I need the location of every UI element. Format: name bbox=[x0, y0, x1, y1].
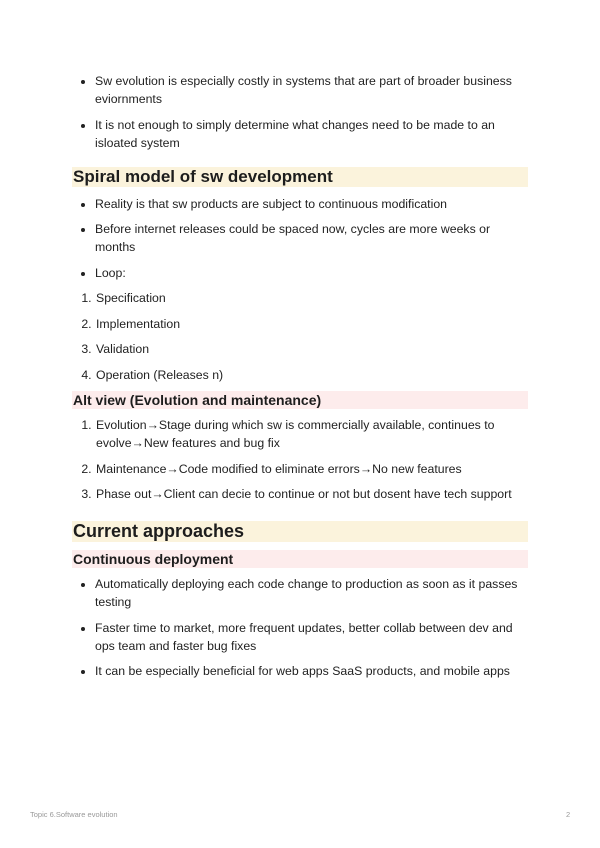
list-item: • Sw evolution is especially costly in systems that are part of broader business eviornments bbox=[95, 72, 528, 108]
list-item: • It is not enough to simply determine what changes need to be made to an isloated system bbox=[95, 116, 528, 152]
section-heading-spiral-model: Spiral model of sw development bbox=[72, 167, 528, 187]
spiral-loop-steps bbox=[72, 289, 528, 384]
continuous-deployment-bullets bbox=[72, 575, 528, 680]
spiral-bullet-list bbox=[72, 195, 528, 282]
list-item: • Automatically deploying each code change to production as soon as it passes testing bbox=[95, 575, 528, 611]
list-item: • Faster time to market, more frequent updates, better collab between dev and ops team and faster bug fixes bbox=[95, 619, 528, 655]
list-item: • Reality is that sw products are subject to continuous modification bbox=[95, 195, 528, 213]
numbered-item: 1. Specification bbox=[95, 289, 528, 307]
list-item: • It can be especially beneficial for web apps SaaS products, and mobile apps bbox=[95, 662, 528, 680]
document-page bbox=[72, 72, 528, 688]
numbered-item: 4. Operation (Releases n) bbox=[95, 366, 528, 384]
section-heading-current-approaches: Current approaches bbox=[72, 521, 528, 542]
alt-view-steps bbox=[72, 416, 528, 503]
numbered-item: 3. Phase out→Client can decie to continue or not but dosent have tech support bbox=[95, 485, 528, 503]
intro-bullet-list bbox=[72, 72, 528, 152]
numbered-item: 3. Validation bbox=[95, 340, 528, 358]
footer-title: Topic 6.Software evolution bbox=[30, 810, 118, 819]
numbered-item: 1. Evolution→Stage during which sw is commercially available, continues to evolve→New features and bug fix bbox=[95, 416, 528, 452]
page-number: 2 bbox=[566, 810, 571, 819]
list-item: • Before internet releases could be spaced now, cycles are more weeks or months bbox=[95, 220, 528, 256]
subheading-alt-view: Alt view (Evolution and maintenance) bbox=[72, 391, 528, 409]
subheading-continuous-deployment: Continuous deployment bbox=[72, 550, 528, 568]
list-item: • Loop: bbox=[95, 264, 528, 282]
numbered-item: 2. Maintenance→Code modified to eliminate errors→No new features bbox=[95, 460, 528, 478]
numbered-item: 2. Implementation bbox=[95, 315, 528, 333]
